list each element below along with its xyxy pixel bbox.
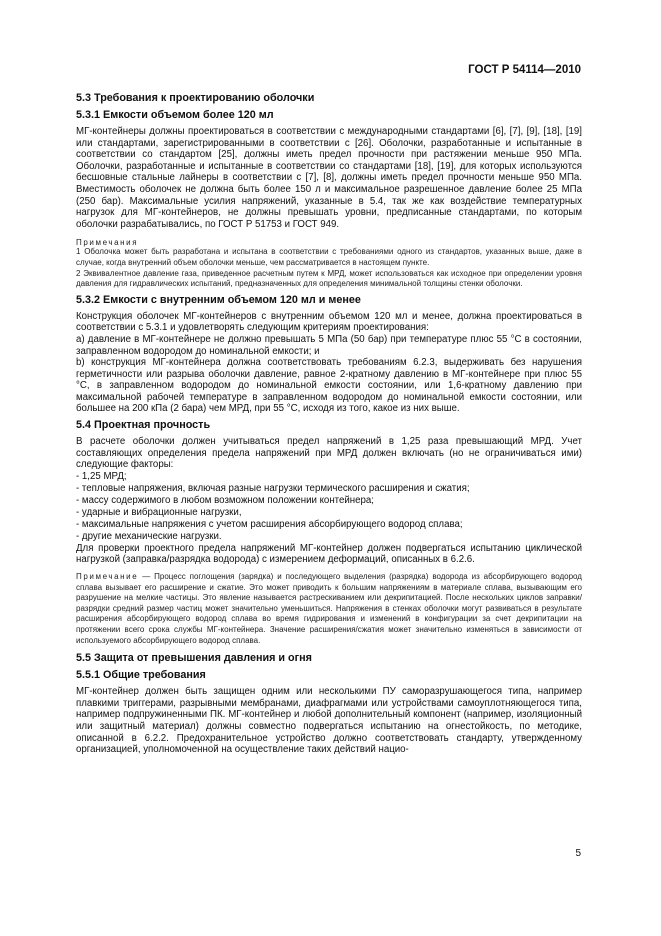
note-text: — Процесс поглощения (зарядка) и последующего выделения (разрядка) водорода из абсорбирующего водород сплава вызывает его расширение и сжатие. Это может приводить к большим напряжениям в материале сплава, вызывающим его разрушение на мелкие частицы. Это явление называется растрескиванием или декрипитацией. После нескольких циклов заправки/разрядки средний размер частиц может значительно уменьшиться. Напряжения в стенках оболочки могут развиваться в результате расширения абсорбирующего водород сплава во время гидрирования и изменений в конфигурации за счет декрипитации на протяжении всего срока службы МГ-контейнера. Значение расширения/сжатия может значительно изменяться в зависимости от используемого абсорбирующего водород сплава.	[76, 572, 582, 645]
note-1: 1 Оболочка может быть разработана и испытана в соответствии с требованиями одного из стандартов, указанных выше, даже в случае, когда внутренний объем оболочки меньше, чем рассматривается в настоящем пункте.	[76, 247, 582, 267]
section-5-3-2-text: Конструкция оболочек МГ-контейнеров с внутренним объемом 120 мл и менее, должна проектироваться в соответствии с 5.3.1 и удовлетворять следующим критериям проектирования:	[76, 310, 582, 334]
list-item: - тепловые напряжения, включая разные нагрузки термического расширения и сжатия;	[76, 482, 470, 494]
section-5-3-2-title: 5.3.2 Емкости с внутренним объемом 120 мл и менее	[76, 293, 361, 306]
section-5-3-title: 5.3 Требования к проектированию оболочки	[76, 92, 315, 104]
document-header: ГОСТ Р 54114—2010	[468, 64, 581, 76]
list-item: - массу содержимого в любом возможном положении контейнера;	[76, 494, 375, 506]
list-item: - другие механические нагрузки.	[76, 530, 222, 542]
section-5-3-1-text: МГ-контейнеры должны проектироваться в соответствии с международными стандартами [6], [7], [9], [18], [19] или стандартами, зарегистрированными в соответствии с [26]. Оболочки, разработанные и испытанные в соответствии со стандартом [25], должны иметь предел прочности при растяжении меньше 950 МПа. Оболочки, разработанные и испытанные в соответствии со стандартами [18], [19], для которых используются бесшовные стальные лайнеры в соответствии с [7], [8], должны иметь предел прочности меньше 950 МПа. Вместимость оболочек не должна быть более 150 л и максимальное разрешенное давление более 25 МПа (250 бар). Максимальные усилия напряжений, указанные в 5.4, так же как воздействие температурных нагрузок для МГ-контейнеров, не должны превышать уровни, предписанные стандартами, по которым оболочки разрабатывались, по ГОСТ Р 51753 и ГОСТ 949.	[76, 126, 582, 230]
section-5-4-text-1: В расчете оболочки должен учитываться предел напряжений в 1,25 раза превышающий МРД. Учет составляющих определения предела напряжений при МРД должен включать (но не ограничиваться ими) следующие факторы:	[76, 436, 582, 471]
list-item: - максимальные напряжения с учетом расширения абсорбирующего водород сплава;	[76, 518, 463, 530]
section-5-3-2-item-b: b) конструкция МГ-контейнера должна соответствовать требованиям 6.2.3, выдерживать без нарушения герметичности или разрыва оболочки давление, равное 2-кратному давлению в МГ-контейнере при плюс 55 °С, в заправленном водородом до номинальной емкости состоянии, или 1,6-кратному давлению при максимальной рабочей температуре в заправленном водородом до номинальной емкости состоянии, или большее на 200 кПа (2 бара) чем МРД, при 55 °С, исходя из того, какое из них выше.	[76, 357, 582, 415]
list-item: - ударные и вибрационные нагрузки,	[76, 506, 242, 518]
section-5-4-note	[76, 572, 582, 646]
section-5-4-text-2: Для проверки проектного предела напряжений МГ-контейнер должен подвергаться испытанию циклической нагрузкой (заправка/разрядка водорода) с измерением деформаций, описанных в 6.2.6.	[76, 542, 582, 566]
section-5-3-2-item-a: а) давление в МГ-контейнере не должно превышать 5 МПа (50 бар) при температуре плюс 55 °С в состоянии, заправленном водородом до номинальной емкости; и	[76, 333, 582, 357]
notes-heading: Примечания	[76, 238, 139, 248]
section-5-4-title: 5.4 Проектная прочность	[76, 419, 211, 432]
section-5-3-1-title: 5.3.1 Емкости объемом более 120 мл	[76, 109, 274, 121]
factors-list	[76, 471, 582, 543]
list-item: - 1,25 МРД;	[76, 470, 127, 482]
section-5-5-1-text: МГ-контейнер должен быть защищен одним или несколькими ПУ саморазрушающегося типа, например плавкими триггерами, разрывными мембранами, диафрагмами или устройствами самоуплотняющегося типа, например подпружиненными ПК. МГ-контейнер и любой дополнительный компонент (например, изоляционный или защитный материал) должны совместно подвергаться испытанию на огнестойкость, по методике, описанной в 6.2.2. Предохранительное устройство должно соответствовать стандарту, утвержденному организацией, уполномоченной на осуществление таких действий нацио-	[76, 686, 582, 756]
page-number: 5	[575, 848, 581, 859]
note-label: Примечание	[76, 572, 139, 582]
section-5-5-1-title: 5.5.1 Общие требования	[76, 669, 206, 682]
page-content	[76, 92, 582, 756]
note-2: 2 Эквивалентное давление газа, приведенное расчетным путем к МРД, может использоваться как исходное при определении уровня давления для гидравлических испытаний, предназначенных для определения минимальной толщины стенки оболочки.	[76, 268, 582, 289]
section-5-5-title: 5.5 Защита от превышения давления и огня	[76, 652, 312, 665]
